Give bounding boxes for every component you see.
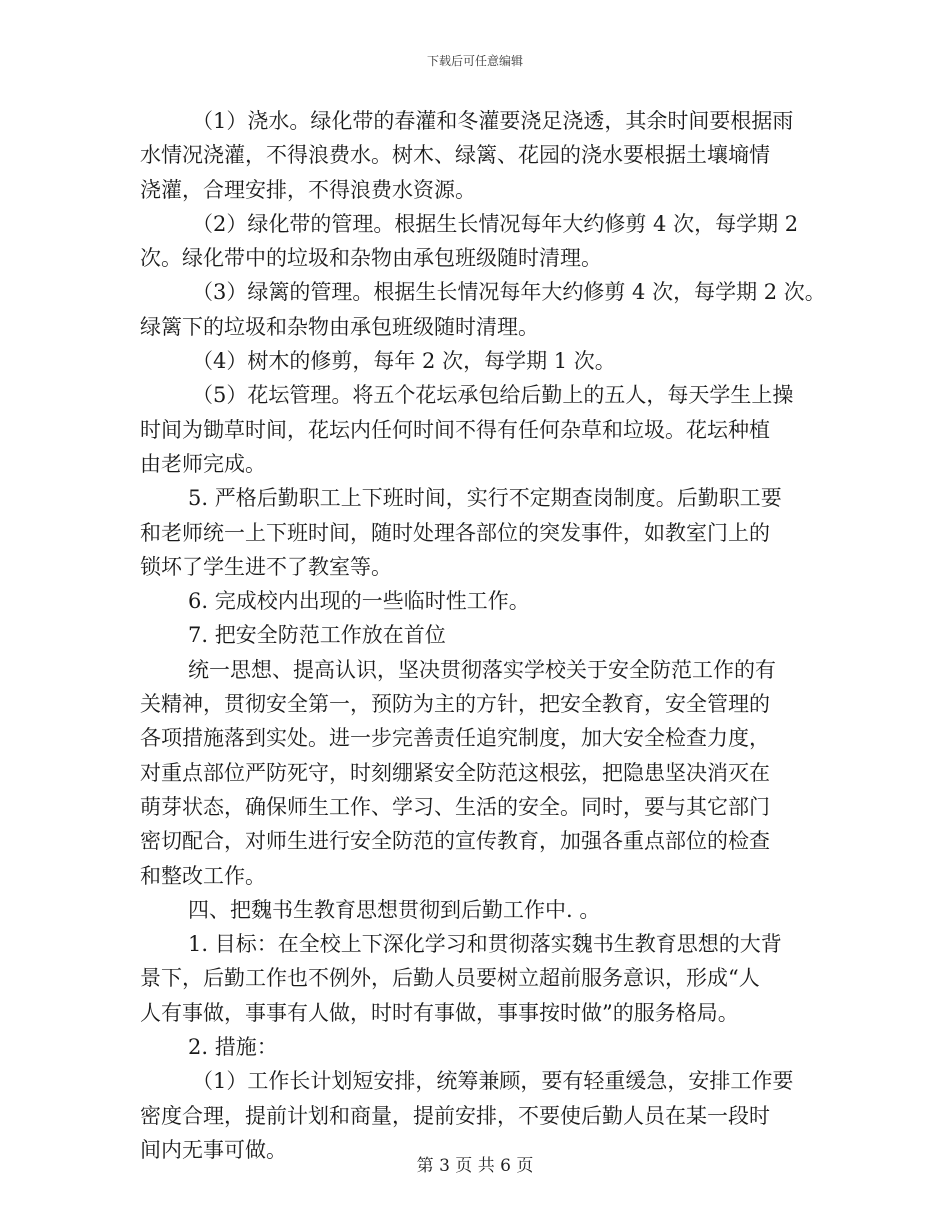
text-line: 2. 措施： (188, 1035, 278, 1060)
text-line: （3）绿篱的管理。根据生长情况每年大约修剪 4 次，每学期 2 次。 (192, 280, 826, 305)
page-footer: 第 3 页 共 6 页 (416, 1156, 534, 1176)
text-line: 统一思想、提高认识，坚决贯彻落实学校关于安全防范工作的有 (188, 657, 776, 682)
text-line: 密度合理，提前计划和商量，提前安排，不要使后勤人员在某一段时 (140, 1103, 770, 1128)
text-line: 和整改工作。 (140, 863, 266, 888)
text-line: 由老师完成。 (140, 451, 266, 476)
page-header: 下载后可任意编辑 (426, 54, 523, 68)
text-line: 时间为锄草时间，花坛内任何时间不得有任何杂草和垃圾。花坛种植 (140, 417, 770, 442)
text-line: 次。绿化带中的垃圾和杂物由承包班级随时清理。 (140, 246, 602, 271)
text-line: （1）浇水。绿化带的春灌和冬灌要浇足浇透，其余时间要根据雨 (192, 109, 794, 133)
text-line: 和老师统一上下班时间，随时处理各部位的突发事件，如教室门上的 (140, 520, 770, 545)
text-line: 7. 把安全防范工作放在首位 (188, 623, 446, 648)
text-line: 5. 严格后勤职工上下班时间，实行不定期查岗制度。后勤职工要 (188, 486, 782, 511)
text-line: 关精神，贯彻安全第一，预防为主的方针，把安全教育，安全管理的 (140, 692, 770, 717)
text-line: 各项措施落到实处。进一步完善责任追究制度，加大安全检查力度， (140, 726, 770, 751)
text-line: 绿篱下的垃圾和杂物由承包班级随时清理。 (140, 314, 539, 339)
text-line: 间内无事可做。 (140, 1137, 287, 1162)
text-line: （5）花坛管理。将五个花坛承包给后勤上的五人，每天学生上操 (192, 383, 794, 408)
text-line: 锁坏了学生进不了教室等。 (140, 554, 392, 579)
text-line: 6. 完成校内出现的一些临时性工作。 (188, 589, 530, 614)
text-line: 萌芽状态，确保师生工作、学习、生活的安全。同时，要与其它部门 (140, 794, 770, 819)
text-line: 密切配合，对师生进行安全防范的宣传教育，加强各重点部位的检查 (140, 829, 770, 854)
text-line: 人有事做，事事有人做，时时有事做，事事按时做”的服务格局。 (140, 1000, 739, 1025)
text-line: （2）绿化带的管理。根据生长情况每年大约修剪 4 次，每学期 2 (192, 211, 799, 236)
text-line: （1）工作长计划短安排，统筹兼顾，要有轻重缓急，安排工作要 (192, 1069, 794, 1094)
document-body (140, 104, 826, 1167)
text-line: 四、把魏书生教育思想贯彻到后勤工作中. 。 (188, 897, 601, 922)
text-line: 对重点部位严防死守，时刻绷紧安全防范这根弦，把隐患坚决消灭在 (140, 760, 770, 785)
text-line: 水情况浇灌，不得浪费水。树木、绿篱、花园的浇水要根据土壤墒情 (140, 143, 770, 168)
text-line: 景下，后勤工作也不例外，后勤人员要树立超前服务意识，形成“人 (140, 966, 760, 991)
text-line: （4）树木的修剪，每年 2 次，每学期 1 次。 (192, 349, 616, 374)
text-line: 1. 目标：在全校上下深化学习和贯彻落实魏书生教育思想的大背 (188, 932, 782, 957)
text-line: 浇灌，合理安排，不得浪费水资源。 (140, 177, 476, 202)
